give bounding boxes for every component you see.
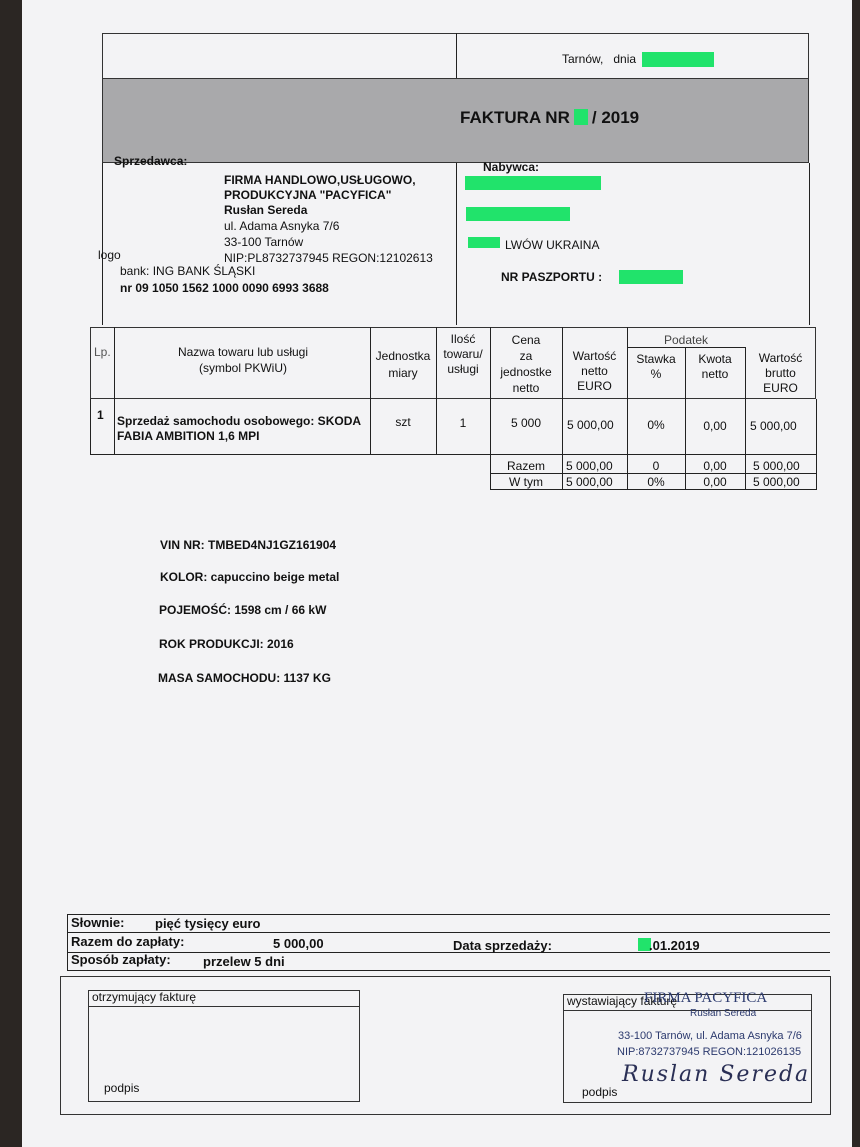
vehicle-mass: MASA SAMOCHODU: 1137 KG bbox=[158, 671, 331, 685]
total-label: Razem do zapłaty: bbox=[71, 934, 185, 949]
col-tax-amount-line1: Kwota bbox=[698, 352, 732, 366]
col-unit bbox=[370, 348, 436, 382]
receiver-label: otrzymujący fakturę bbox=[92, 990, 197, 1004]
col-gross-line2: brutto bbox=[765, 366, 796, 380]
totals-gross: 5 000,00 bbox=[753, 475, 800, 489]
handwritten-signature: Ruslan Sereda bbox=[622, 1062, 811, 1087]
row-unit: szt bbox=[395, 415, 411, 429]
col-unit-line2: miary bbox=[388, 366, 418, 380]
totals-net: 5 000,00 bbox=[566, 459, 613, 473]
stamp-line2: Rusłan Sereda bbox=[690, 1008, 757, 1019]
sale-date-label: Data sprzedaży: bbox=[453, 938, 552, 953]
row-lp: 1 bbox=[97, 408, 104, 422]
seller-owner: Rusłan Sereda bbox=[224, 203, 308, 217]
col-name-line2: (symbol PKWiU) bbox=[198, 361, 287, 375]
totals-gross: 5 000,00 bbox=[753, 459, 800, 473]
sale-date-value: .01.2019 bbox=[649, 938, 700, 953]
seller-logo-placeholder: logo bbox=[98, 248, 121, 262]
seller-nip-regon: NIP:PL8732737945 REGON:12102613 bbox=[224, 251, 433, 265]
receiver-sign-label: podpis bbox=[104, 1081, 140, 1095]
col-tax-amount-line2: netto bbox=[701, 367, 729, 381]
totals-rate: 0% bbox=[647, 475, 665, 489]
col-price-line4: netto bbox=[512, 381, 540, 395]
row-rate: 0% bbox=[647, 418, 665, 432]
issuer-label: wystawiający fakturę bbox=[567, 994, 678, 1008]
invoice-title bbox=[460, 108, 639, 128]
buyer-passport-label: NR PASZPORTU : bbox=[501, 270, 603, 284]
col-net bbox=[562, 349, 627, 394]
seller-bank: bank: ING BANK ŚLĄSKI bbox=[120, 264, 256, 278]
seller-street: ul. Adama Asnyka 7/6 bbox=[224, 219, 340, 233]
col-gross bbox=[745, 351, 816, 396]
col-unit-line1: Jednostka bbox=[375, 349, 431, 363]
seller-account: nr 09 1050 1562 1000 0090 6993 3688 bbox=[120, 281, 329, 295]
date-redaction bbox=[642, 52, 714, 67]
col-price-line1: Cena bbox=[511, 333, 541, 347]
buyer-postcode-redaction bbox=[468, 237, 500, 248]
col-gross-line3: EURO bbox=[763, 381, 798, 395]
col-net-line2: netto bbox=[581, 364, 608, 378]
buyer-heading: Nabywca: bbox=[483, 160, 540, 174]
vehicle-capacity: POJEMOŚĆ: 1598 cm / 66 kW bbox=[159, 603, 327, 617]
col-rate bbox=[627, 352, 685, 382]
payment-label: Sposób zapłaty: bbox=[71, 952, 171, 967]
col-net-line1: Wartość bbox=[572, 349, 617, 363]
invoice-title-prefix: FAKTURA NR bbox=[460, 108, 570, 127]
totals-net: 5 000,00 bbox=[566, 475, 613, 489]
vehicle-color: KOLOR: capuccino beige metal bbox=[160, 570, 340, 584]
place-date: Tarnów, dnia bbox=[562, 52, 637, 66]
stamp-line1: FIRMA PACYFICA bbox=[644, 990, 768, 1006]
col-price-line2: za bbox=[519, 349, 533, 363]
row-name-line1: Sprzedaż samochodu osobowego: SKODA bbox=[117, 414, 362, 428]
row-name-line2: FABIA AMBITION 1,6 MPI bbox=[117, 429, 260, 443]
words-label: Słownie: bbox=[71, 915, 125, 930]
invoice-page bbox=[22, 0, 852, 1147]
buyer-street-redaction bbox=[466, 207, 570, 221]
total-value: 5 000,00 bbox=[273, 936, 324, 951]
totals-label: Razem bbox=[506, 459, 545, 473]
seller-city: 33-100 Tarnów bbox=[224, 235, 304, 249]
col-price bbox=[490, 332, 562, 396]
col-tax-group: Podatek bbox=[663, 333, 709, 347]
row-tax: 0,00 bbox=[703, 419, 727, 433]
stamp-line3: 33-100 Tarnów, ul. Adama Asnyka 7/6 bbox=[618, 1030, 802, 1042]
col-qty-line3: usługi bbox=[447, 362, 479, 376]
row-qty: 1 bbox=[459, 416, 467, 430]
passport-redaction bbox=[619, 270, 683, 284]
invoice-title-suffix: / 2019 bbox=[591, 108, 640, 127]
payment-value: przelew 5 dni bbox=[203, 954, 285, 969]
issuer-sign-label: podpis bbox=[582, 1085, 618, 1099]
col-tax-amount bbox=[685, 352, 745, 382]
row-net: 5 000,00 bbox=[567, 418, 614, 432]
totals-tax: 0,00 bbox=[703, 475, 727, 489]
buyer-name-redaction bbox=[465, 176, 601, 190]
col-lp: Lp. bbox=[94, 345, 111, 359]
stamp-line4: NIP:8732737945 REGON:121026135 bbox=[617, 1046, 802, 1058]
row-gross: 5 000,00 bbox=[750, 419, 797, 433]
title-band bbox=[102, 78, 809, 163]
buyer-city: LWÓW UKRAINA bbox=[505, 238, 600, 252]
col-rate-line2: % bbox=[650, 367, 662, 381]
col-qty-line2: towaru/ bbox=[443, 347, 483, 361]
col-net-line3: EURO bbox=[577, 379, 612, 393]
col-qty bbox=[436, 332, 490, 377]
seller-heading: Sprzedawca: bbox=[114, 154, 188, 168]
col-name bbox=[118, 344, 368, 376]
invoice-number-redaction bbox=[574, 109, 588, 125]
vehicle-vin: VIN NR: TMBED4NJ1GZ161904 bbox=[160, 538, 337, 552]
col-gross-line1: Wartość bbox=[758, 351, 803, 365]
words-value: pięć tysięcy euro bbox=[155, 916, 261, 931]
totals-tax: 0,00 bbox=[703, 459, 727, 473]
totals-label: W tym bbox=[509, 475, 543, 489]
totals-rate: 0 bbox=[652, 459, 660, 473]
seller-name-line1: FIRMA HANDLOWO,USŁUGOWO, bbox=[224, 173, 416, 187]
vehicle-year: ROK PRODUKCJI: 2016 bbox=[159, 637, 294, 651]
col-rate-line1: Stawka bbox=[636, 352, 676, 366]
seller-name-line2: PRODUKCYJNA "PACYFICA" bbox=[224, 188, 392, 202]
col-qty-line1: Ilość bbox=[450, 332, 476, 346]
col-name-line1: Nazwa towaru lub usługi bbox=[177, 345, 309, 359]
col-price-line3: jednostke bbox=[500, 365, 552, 379]
row-price: 5 000 bbox=[510, 416, 542, 430]
